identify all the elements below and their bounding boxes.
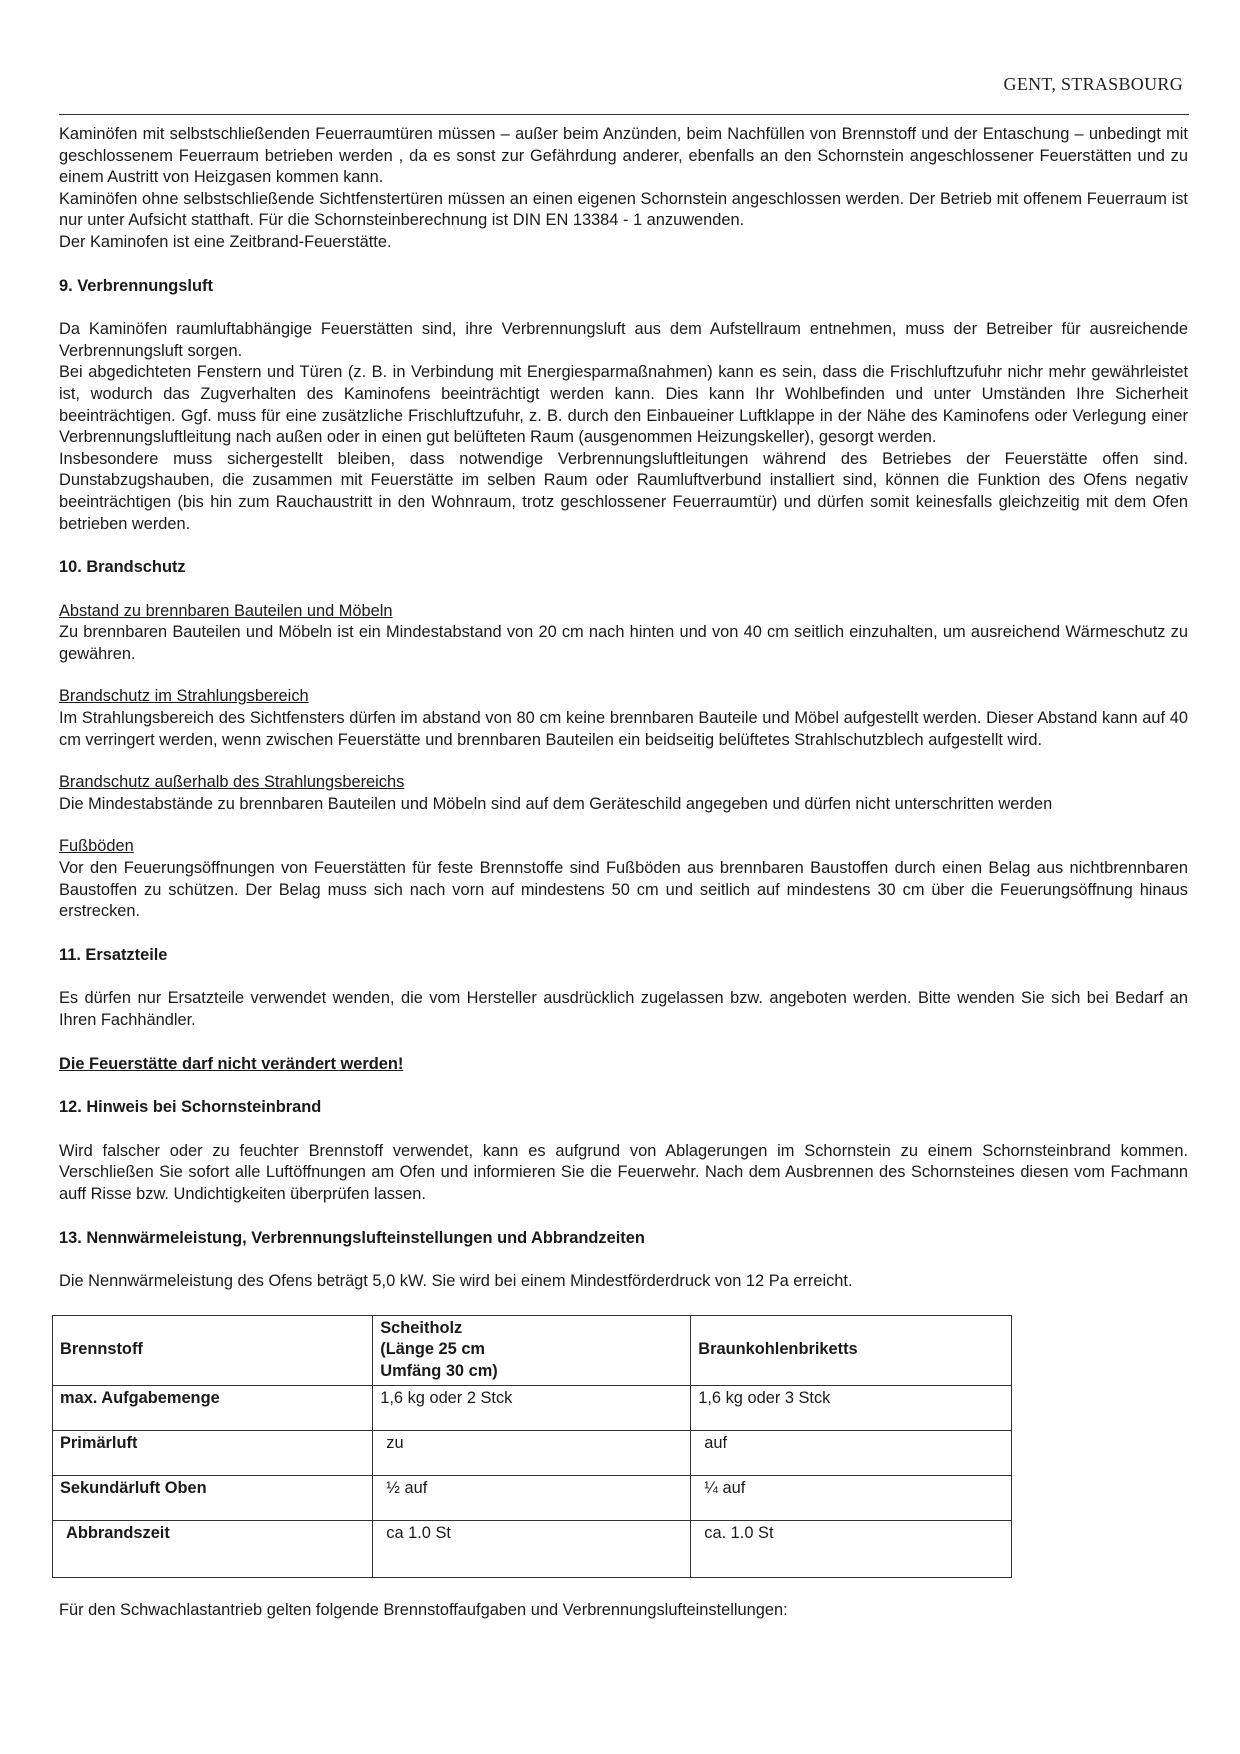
row-wood-value: 1,6 kg oder 2 Stck bbox=[373, 1385, 691, 1430]
section-13-heading: 13. Nennwärmeleistung, Verbrennungslufteinstellungen und Abbrandzeiten bbox=[59, 1228, 645, 1247]
modification-warning: Die Feuerstätte darf nicht verändert werden! bbox=[59, 1054, 404, 1073]
row-coal-value: ca. 1.0 St bbox=[691, 1520, 1012, 1577]
subheading-distance: Abstand zu brennbaren Bauteilen und Möbeln bbox=[59, 601, 393, 620]
header-wood-line-2: (Länge 25 cm bbox=[380, 1340, 486, 1359]
page-header bbox=[59, 72, 1189, 115]
header-title: GENT, STRASBOURG bbox=[1003, 74, 1183, 94]
section-11-paragraph: Es dürfen nur Ersatzteile verwendet wenden, die vom Hersteller ausdrücklich zugelassen bzw. angeboten werden. Bitte wenden Sie sich bei Bedarf an Ihren Fachhändler. bbox=[59, 989, 1188, 1029]
section-13-paragraph-1: Die Nennwärmeleistung des Ofens beträgt 5,0 kW. Sie wird bei einem Mindestförderdruck von 12 Pa erreicht. bbox=[59, 1272, 853, 1291]
row-wood-value: ½ auf bbox=[373, 1475, 691, 1520]
floors-paragraph: Vor den Feuerungsöffnungen von Feuerstätten für feste Brennstoffe sind Fußböden aus brennbaren Baustoffen durch einen Belag aus nichtbrennbaren Baustoffen zu schützen. Der Belag muss sich nach vorn auf mindestens 50 cm und seitlich auf mindestens 30 cm über die Feuerungsöffnung hinaus erstrecken. bbox=[59, 859, 1188, 921]
header-wood-line-3: Umfäng 30 cm) bbox=[380, 1361, 498, 1380]
row-label: max. Aufgabemenge bbox=[53, 1385, 373, 1430]
row-wood-value: zu bbox=[373, 1430, 691, 1475]
section-11-heading: 11. Ersatzteile bbox=[59, 945, 168, 964]
section-9-heading: 9. Verbrennungsluft bbox=[59, 276, 213, 295]
intro-paragraph-2: Kaminöfen ohne selbstschließende Sichtfenstertüren müssen an einen eigenen Schornstein angeschlossen werden. Der Betrieb mit offenem Feuerraum ist nur unter Aufsicht statthaft. Für die Schornsteinberechnung ist DIN EN 13384 - 1 anzuwenden. bbox=[59, 189, 1188, 230]
table-row bbox=[53, 1430, 1012, 1475]
section-9-paragraph-2: Bei abgedichteten Fenstern und Türen (z. B. in Verbindung mit Energiesparmaßnahmen) kann es sein, dass die Frischluftzufuhr nichr mehr gewährleistet ist, wodurch das Zugverhalten des Kaminofens beeinträchtigt werden kann. Dies kann Ihr Wohlbefinden und unter Umständen Ihre Sicherheit beeinträchtigen. Ggf. muss für eine zusätzliche Frischluftzufuhr, z. B. durch den Einbaueiner Luftklappe in der Nähe des Kaminofens oder Verlegung einer Verbrennungsluftleitung nach außen oder in einen gut belüfteten Raum (ausgenommen Heizungskeller), gesorgt werden. bbox=[59, 363, 1188, 447]
header-cell-briquettes: Braunkohlenbriketts bbox=[691, 1315, 1012, 1385]
intro-paragraph-3: Der Kaminofen ist eine Zeitbrand-Feuerstätte. bbox=[59, 232, 392, 251]
row-label: Sekundärluft Oben bbox=[53, 1475, 373, 1520]
row-label: Primärluft bbox=[53, 1430, 373, 1475]
row-wood-value: ca 1.0 St bbox=[373, 1520, 691, 1577]
header-wood-line-1: Scheitholz bbox=[380, 1318, 463, 1337]
table-row bbox=[53, 1520, 1012, 1577]
header-cell-wood bbox=[373, 1315, 691, 1385]
fuel-settings-table bbox=[52, 1315, 1012, 1578]
section-12-heading: 12. Hinweis bei Schornsteinbrand bbox=[59, 1098, 322, 1117]
section-9-paragraph-3: Insbesondere muss sichergestellt bleiben, dass notwendige Verbrennungsluftleitungen während des Betriebes der Feuerstätte offen sind. Dunstabzugshauben, die zusammen mit Feuerstätte im selben Raum oder Raumluftverbund installiert sind, können die Funktion des Ofens negativ beeinträchtigen (bis hin zum Rauchaustritt in den Wohnraum, trotz geschlossener Feuerraumtür) und dürfen somit keinesfalls gleichzeitig mit dem Ofen betrieben werden. bbox=[59, 449, 1188, 533]
subheading-floors: Fußböden bbox=[59, 837, 134, 856]
header-cell-fuel: Brennstoff bbox=[53, 1315, 373, 1385]
row-coal-value: auf bbox=[691, 1430, 1012, 1475]
subheading-radiation-area: Brandschutz im Strahlungsbereich bbox=[59, 687, 309, 706]
row-coal-value: ¼ auf bbox=[691, 1475, 1012, 1520]
document-body bbox=[59, 124, 1188, 1621]
row-coal-value: 1,6 kg oder 3 Stck bbox=[691, 1385, 1012, 1430]
table-row bbox=[53, 1475, 1012, 1520]
section-13-paragraph-2: Für den Schwachlastantrieb gelten folgende Brennstoffaufgaben und Verbrennungslufteinstellungen: bbox=[59, 1600, 788, 1619]
intro-paragraph-1: Kaminöfen mit selbstschließenden Feuerraumtüren müssen – außer beim Anzünden, beim Nachfüllen von Brennstoff und der Entaschung – unbedingt mit geschlossenem Feuerraum betrieben werden , da es sonst zur Gefährdung anderer, ebenfalls an den Schornstein angeschlossener Feuerstätten und zu einem Austritt von Heizgasen kommen kann. bbox=[59, 125, 1188, 187]
table-header-row bbox=[53, 1315, 1012, 1385]
section-10-heading: 10. Brandschutz bbox=[59, 558, 186, 577]
subheading-outside-radiation: Brandschutz außerhalb des Strahlungsbereichs bbox=[59, 773, 405, 792]
distance-paragraph: Zu brennbaren Bauteilen und Möbeln ist ein Mindestabstand von 20 cm nach hinten und von 40 cm seitlich einzuhalten, um ausreichend Wärmeschutz zu gewähren. bbox=[59, 623, 1188, 663]
table-row bbox=[53, 1385, 1012, 1430]
row-label: Abbrandszeit bbox=[53, 1520, 373, 1577]
section-9-paragraph-1: Da Kaminöfen raumluftabhängige Feuerstätten sind, ihre Verbrennungsluft aus dem Aufstellraum entnehmen, muss der Betreiber für ausreichende Verbrennungsluft sorgen. bbox=[59, 320, 1188, 360]
section-12-paragraph: Wird falscher oder zu feuchter Brennstoff verwendet, kann es aufgrund von Ablagerungen im Schornstein zu einem Schornsteinbrand kommen. Verschließen Sie sofort alle Luftöffnungen am Ofen und informieren Sie die Feuerwehr. Nach dem Ausbrennen des Schornsteines diesen vom Fachmann auff Risse bzw. Undichtigkeiten überprüfen lassen. bbox=[59, 1141, 1188, 1203]
radiation-area-paragraph: Im Strahlungsbereich des Sichtfensters dürfen im abstand von 80 cm keine brennbaren Bauteile und Möbel aufgestellt werden. Dieser Abstand kann auf 40 cm verringert werden, wenn zwischen Feuerstätte und brennbaren Bauteilen ein beidseitig belüftetes Strahlschutzblech aufgestellt wird. bbox=[59, 709, 1188, 749]
outside-radiation-paragraph: Die Mindestabstände zu brennbaren Bauteilen und Möbeln sind auf dem Geräteschild angegeben und dürfen nicht unterschritten werden bbox=[59, 794, 1053, 813]
